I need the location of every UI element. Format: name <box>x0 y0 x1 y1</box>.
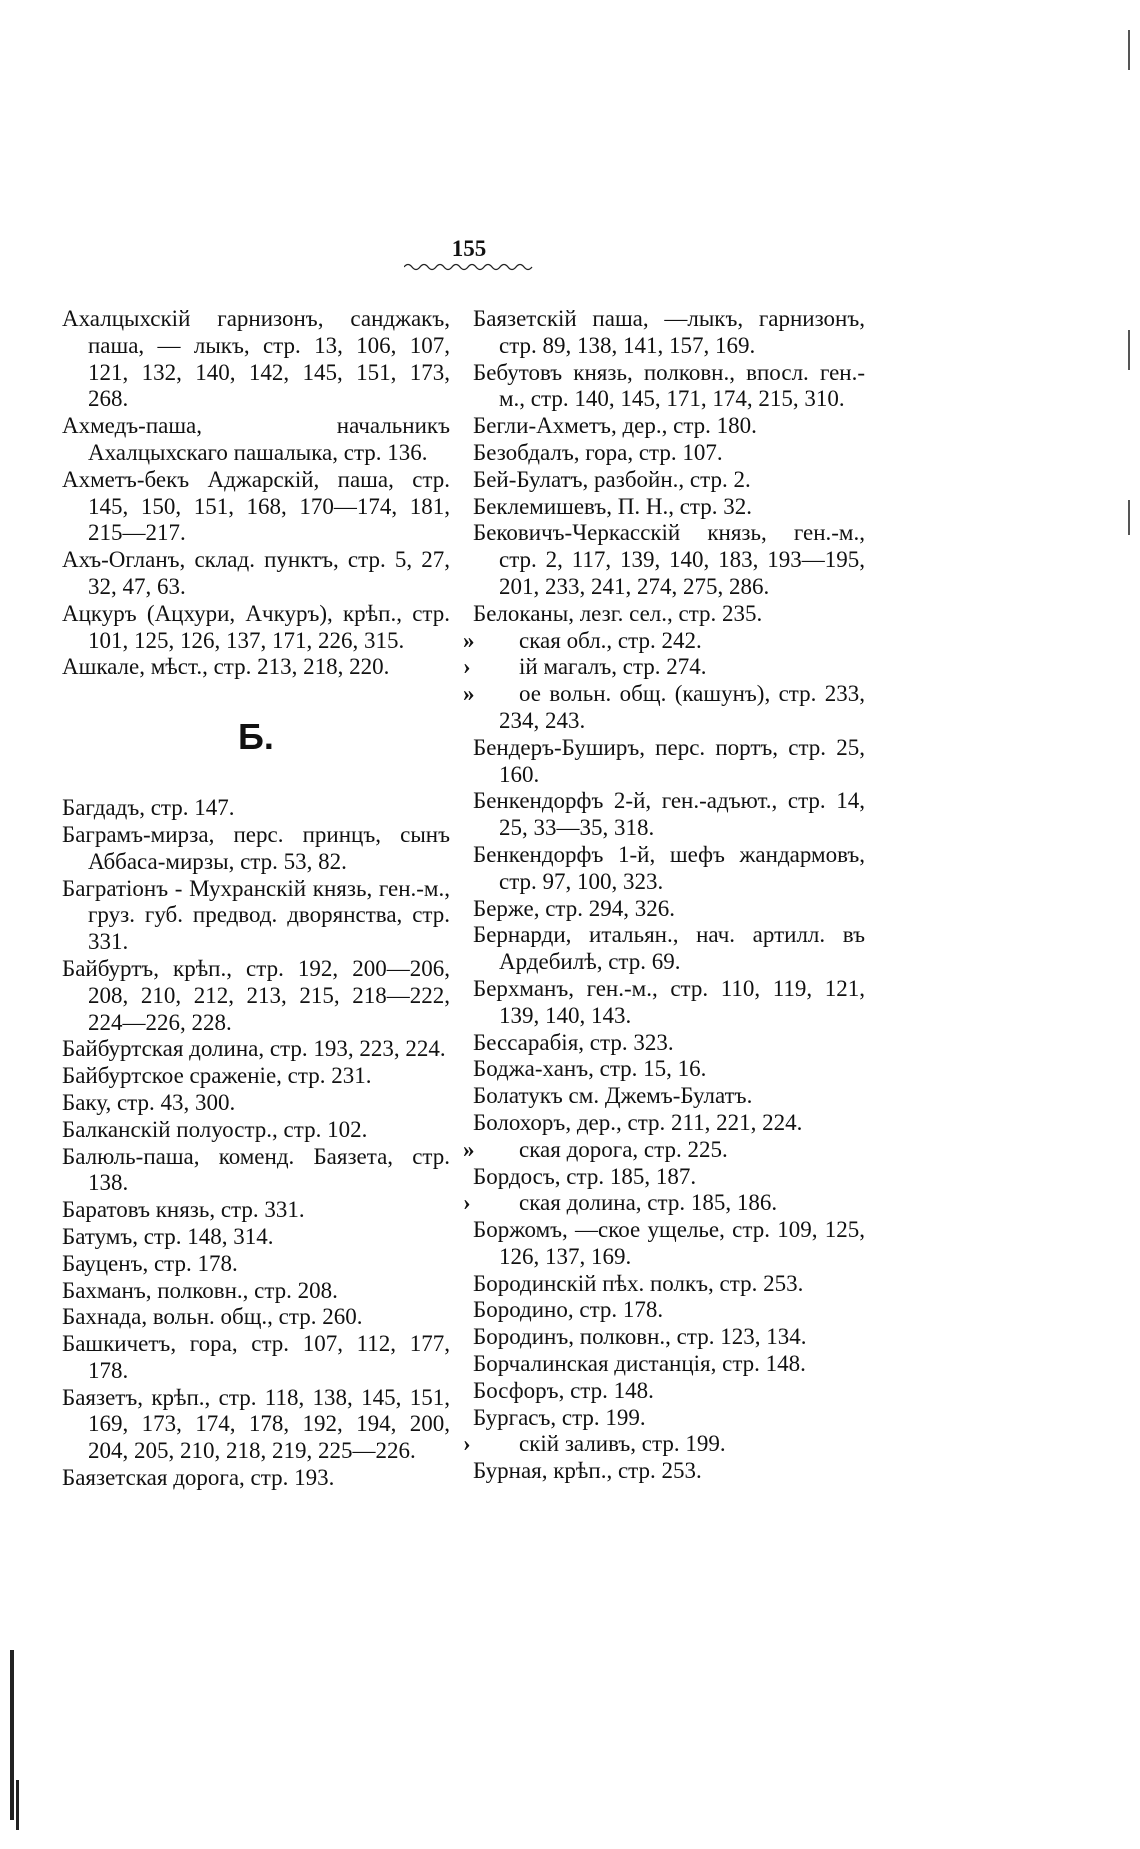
index-entry: Безобдалъ, гора, стр. 107. <box>473 439 723 465</box>
index-entry: Баязетская дорога, стр. 193. <box>62 1465 335 1491</box>
index-entry-ditto <box>463 1431 865 1458</box>
index-entry-ditto <box>463 654 865 681</box>
index-entry: Баязетскій паша, —лыкъ, гарнизонъ, стр. 89, 138, 141, 157, 169. <box>473 306 865 358</box>
ditto-mark: › <box>463 1431 471 1457</box>
index-entry: Бахманъ, полковн., стр. 208. <box>62 1277 338 1303</box>
index-entry: Ашкале, мѣст., стр. 213, 218, 220. <box>62 654 390 680</box>
index-entry: Байбуртская долина, стр. 193, 223, 224. <box>62 1036 446 1062</box>
index-entry-ditto <box>463 1136 865 1164</box>
left-column <box>62 306 450 1492</box>
index-entry: Болохоръ, дер., стр. 211, 221, 224. <box>473 1109 803 1135</box>
page-number: 155 <box>451 236 487 261</box>
index-entry: Бургасъ, стр. 199. <box>473 1404 646 1430</box>
index-entry: Бебутовъ князь, полковн., впосл. ген.-м., стр. 140, 145, 171, 174, 215, 310. <box>473 359 865 412</box>
index-entry: Ахмедъ-паша, начальникъ Ахалцыхскаго пашалыка, стр. 136. <box>62 413 450 465</box>
ditto-mark: » <box>463 681 475 707</box>
ditto-mark: » <box>463 1136 475 1162</box>
index-entry: Бендеръ-Буширъ, перс. портъ, стр. 25, 160. <box>473 734 865 787</box>
index-entry: Боржомъ, —ское ущелье, стр. 109, 125, 126, 137, 169. <box>473 1217 865 1269</box>
index-entry-ditto <box>463 627 865 655</box>
ditto-mark: › <box>463 1190 471 1216</box>
ditto-mark: › <box>463 654 471 680</box>
scan-edge-mark <box>16 1780 19 1830</box>
index-entry: Берхманъ, ген.-м., стр. 110, 119, 121, 139, 140, 143. <box>473 975 865 1028</box>
index-entry: Бауценъ, стр. 178. <box>62 1250 238 1276</box>
index-entry: Бахнада, вольн. общ., стр. 260. <box>62 1304 363 1330</box>
index-entry: Бурная, крѣп., стр. 253. <box>473 1458 702 1484</box>
scan-edge-mark <box>1128 500 1130 535</box>
index-entry: Баграмъ-мирза, перс. принцъ, сынъ Аббаса-мирзы, стр. 53, 82. <box>62 821 450 874</box>
index-entry: Бордосъ, стр. 185, 187. <box>473 1163 697 1189</box>
index-entry: Батумъ, стр. 148, 314. <box>62 1223 274 1249</box>
scan-edge-mark <box>1128 30 1130 70</box>
index-entry: Ахметъ-бекъ Аджарскій, паша, стр. 145, 150, 151, 168, 170—174, 181, 215—217. <box>62 466 450 546</box>
wavy-rule-ornament <box>404 262 534 272</box>
index-entry: Баязетъ, крѣп., стр. 118, 138, 145, 151, 169, 173, 174, 178, 192, 194, 200, 204, 205, 210, 218, 219, 225—226. <box>62 1384 450 1464</box>
index-entry: Бековичъ-Черкасскій князь, ген.-м., стр. 2, 117, 139, 140, 183, 193—195, 201, 233, 241, 274, 275, 286. <box>473 520 865 599</box>
index-entry: Бернарди, итальян., нач. артилл. въ Ардебилѣ, стр. 69. <box>473 922 865 975</box>
ditto-text: ое вольн. общ. (кашунъ), стр. 233, 234, 243. <box>499 681 865 733</box>
index-entry: Байбуртское сраженіе, стр. 231. <box>62 1063 372 1089</box>
index-entry: Ахъ-Огланъ, склад. пунктъ, стр. 5, 27, 32, 47, 63. <box>62 547 450 599</box>
index-entry: Берже, стр. 294, 326. <box>473 895 676 921</box>
index-entry: Беклемишевъ, П. Н., стр. 32. <box>473 493 752 519</box>
ditto-mark: » <box>463 627 475 653</box>
index-entry: Бей-Булатъ, разбойн., стр. 2. <box>473 466 751 492</box>
ditto-text: ій магалъ, стр. 274. <box>519 654 707 680</box>
index-entry: Босфоръ, стр. 148. <box>473 1377 654 1403</box>
ditto-text: ская долина, стр. 185, 186. <box>519 1190 778 1216</box>
ditto-text: ская дорога, стр. 225. <box>519 1136 728 1162</box>
right-column <box>463 306 865 1485</box>
index-entry: Бенкендорфъ 2-й, ген.-адъют., стр. 14, 25, 33—35, 318. <box>473 788 865 841</box>
index-entry: Боджа-ханъ, стр. 15, 16. <box>473 1056 707 1082</box>
ditto-text: ская обл., стр. 242. <box>519 627 702 653</box>
index-entry-ditto <box>463 681 865 735</box>
index-entry: Ацкуръ (Ацхури, Ачкуръ), крѣп., стр. 101, 125, 126, 137, 171, 226, 315. <box>62 600 450 653</box>
scan-edge-mark <box>10 1650 14 1820</box>
index-entry: Бессарабія, стр. 323. <box>473 1029 674 1055</box>
index-entry: Болатукъ см. Джемъ-Булатъ. <box>473 1083 753 1109</box>
index-entry: Башкичетъ, гора, стр. 107, 112, 177, 178. <box>62 1331 450 1383</box>
index-entry: Баку, стр. 43, 300. <box>62 1089 236 1115</box>
scan-edge-mark <box>1128 330 1130 370</box>
index-entry: Багратіонъ - Мухранскій князь, ген.-м., груз. губ. предвод. дворянства, стр. 331. <box>62 875 450 955</box>
ditto-text: скій заливъ, стр. 199. <box>519 1431 726 1457</box>
index-entry: Балюль-паша, коменд. Баязета, стр. 138. <box>62 1143 450 1196</box>
index-entry: Бородинскій пѣх. полкъ, стр. 253. <box>473 1270 804 1296</box>
index-entry: Бородинъ, полковн., стр. 123, 134. <box>473 1324 807 1350</box>
index-entry: Ахалцыхскій гарнизонъ, санджакъ, паша, — лыкъ, стр. 13, 106, 107, 121, 132, 140, 142, 145, 151, 173, 268. <box>62 306 450 412</box>
index-entry: Бегли-Ахметъ, дер., стр. 180. <box>473 413 757 439</box>
index-entry: Бенкендорфъ 1-й, шефъ жандармовъ, стр. 97, 100, 323. <box>473 841 865 894</box>
index-entry: Багдадъ, стр. 147. <box>62 795 235 821</box>
index-entry: Баратовъ князь, стр. 331. <box>62 1197 305 1223</box>
index-entry: Байбуртъ, крѣп., стр. 192, 200—206, 208, 210, 212, 213, 215, 218—222, 224—226, 228. <box>62 955 450 1035</box>
index-entry: Балканскій полуостр., стр. 102. <box>62 1116 368 1142</box>
index-entry: Бородино, стр. 178. <box>473 1297 664 1323</box>
index-entry: Борчалинская дистанція, стр. 148. <box>473 1351 806 1377</box>
index-entry-ditto <box>463 1190 865 1217</box>
letter-heading-b: Б. <box>238 716 274 758</box>
index-entry: Белоканы, лезг. сел., стр. 235. <box>473 600 763 626</box>
